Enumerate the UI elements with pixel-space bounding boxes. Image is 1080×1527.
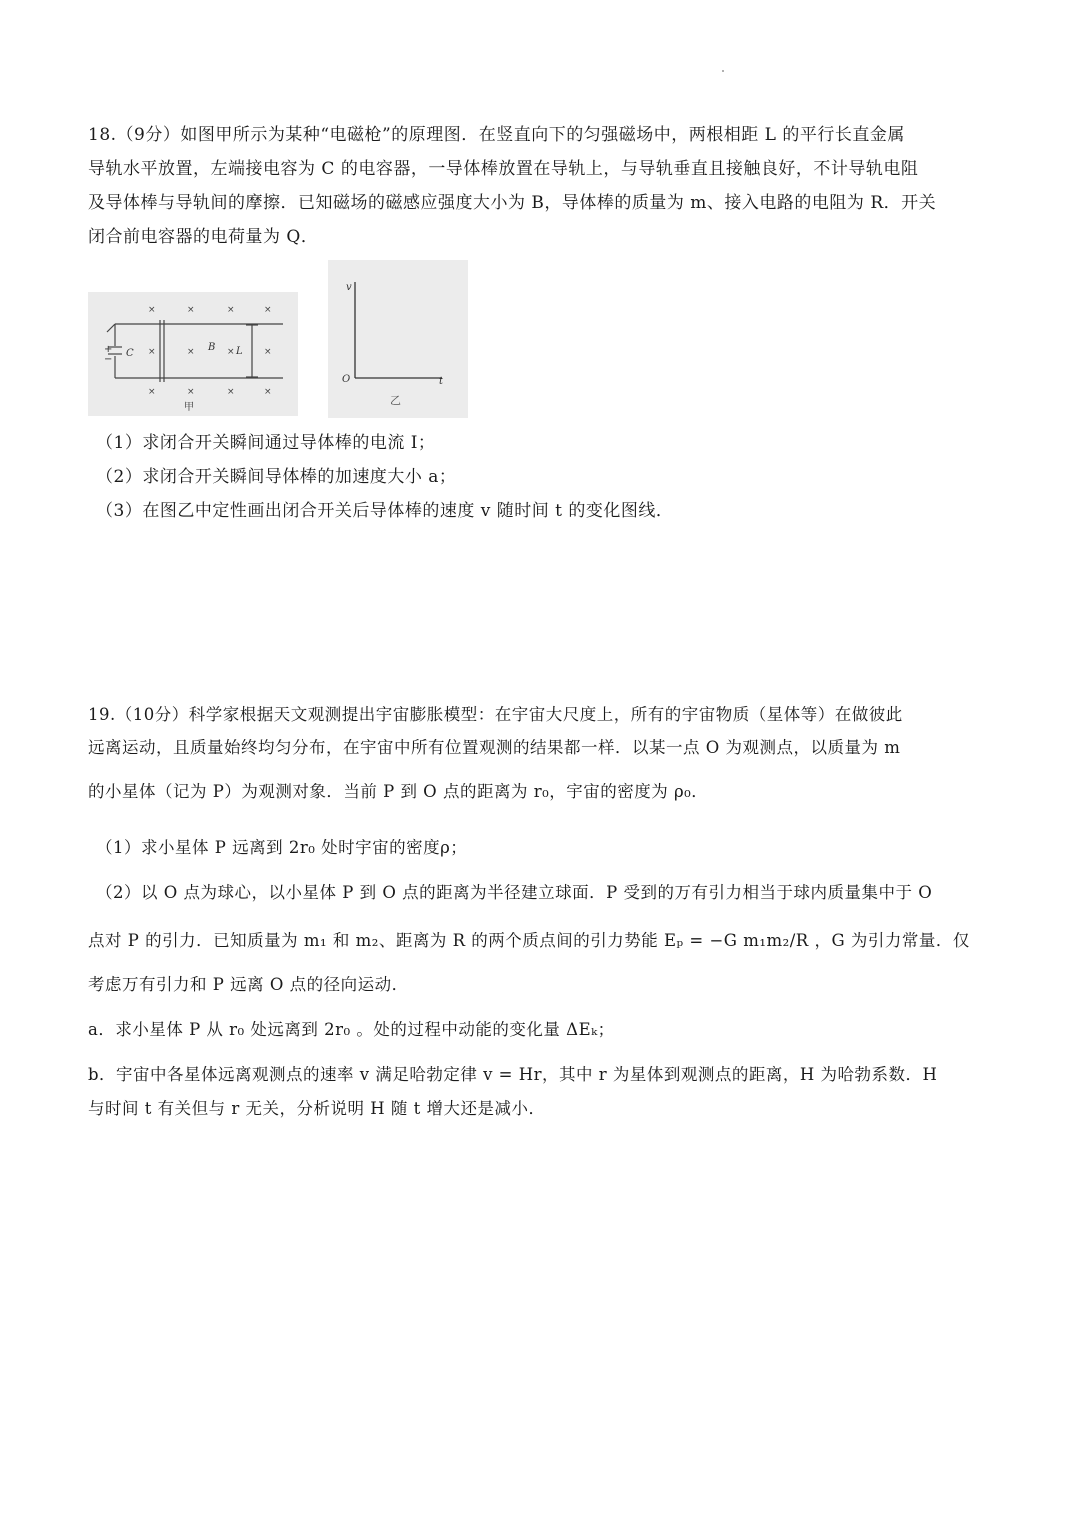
q19-line-2: 远离运动，且质量始终均匀分布，在宇宙中所有位置观测的结果都一样．以某一点 O 为观测点，以质量为 m bbox=[88, 738, 901, 757]
field-x-mark: × bbox=[264, 347, 272, 357]
q19-line-3: 的小星体（记为 P）为观测对象．当前 P 到 O 点的距离为 r₀，宇宙的密度为 ρ₀． bbox=[88, 782, 709, 801]
q19-part-1: （1）求小星体 P 远离到 2r₀ 处时宇宙的密度ρ； bbox=[96, 838, 468, 857]
field-x-mark: × bbox=[264, 387, 272, 397]
field-x-mark: × bbox=[187, 305, 195, 315]
axis-t-label: t bbox=[439, 376, 444, 387]
q19-part-2-line-2: 点对 P 的引力．已知质量为 m₁ 和 m₂、距离为 R 的两个质点间的引力势能 Eₚ = −G m₁m₂/R ，G 为引力常量．仅 bbox=[88, 931, 970, 950]
q19-part-a: a．求小星体 P 从 r₀ 处远离到 2r₀ 。处的过程中动能的变化量 ΔEₖ； bbox=[88, 1020, 615, 1039]
q19-part-2-line-1: （2）以 O 点为球心，以小星体 P 到 O 点的距离为半径建立球面．P 受到的万有引力相当于球内质量集中于 O bbox=[96, 883, 933, 902]
q19-part-b-line-2: 与时间 t 有关但与 r 无关，分析说明 H 随 t 增大还是减小． bbox=[88, 1099, 546, 1118]
q18-part-2: （2）求闭合开关瞬间导体棒的加速度大小 a； bbox=[96, 467, 457, 487]
origin-label: O bbox=[342, 374, 351, 385]
field-x-mark: × bbox=[264, 305, 272, 315]
q18-line-1: 18.（9分）如图甲所示为某种“电磁枪”的原理图．在竖直向下的匀强磁场中，两根相距 L 的平行长直金属 bbox=[88, 125, 905, 145]
figure-jia-caption: 甲 bbox=[184, 402, 194, 413]
field-x-mark: × bbox=[148, 305, 156, 315]
field-x-mark: × bbox=[227, 347, 235, 357]
q19-part-b-line-1: b．宇宙中各星体远离观测点的速率 v 满足哈勃定律 v = Hr，其中 r 为星体到观测点的距离，H 为哈勃系数．H bbox=[88, 1065, 938, 1084]
q18-line-4: 闭合前电容器的电荷量为 Q． bbox=[88, 227, 319, 247]
q19-part-2-line-3: 考虑万有引力和 P 远离 O 点的径向运动． bbox=[88, 975, 409, 994]
figure-jia bbox=[88, 292, 298, 416]
figure-yi-caption: 乙 bbox=[390, 394, 401, 407]
svg-text:−: − bbox=[104, 354, 113, 365]
q18-part-1: （1）求闭合开关瞬间通过导体棒的电流 I； bbox=[96, 433, 436, 453]
field-x-mark: × bbox=[227, 387, 235, 397]
svg-text:+: + bbox=[104, 344, 113, 355]
q19-line-1: 19.（10分）科学家根据天文观测提出宇宙膨胀模型：在宇宙大尺度上，所有的宇宙物质（星体等）在做彼此 bbox=[88, 705, 903, 724]
field-x-mark: × bbox=[187, 387, 195, 397]
axis-v-label: v bbox=[346, 282, 352, 293]
field-x-mark: × bbox=[148, 347, 156, 357]
q18-line-3: 及导体棒与导轨间的摩擦．已知磁场的磁感应强度大小为 B，导体棒的质量为 m、接入电路的电阻为 R．开关 bbox=[88, 193, 937, 213]
figure-yi bbox=[328, 260, 468, 418]
rail-spacing-label: L bbox=[236, 346, 243, 357]
q18-part-3: （3）在图乙中定性画出闭合开关后导体棒的速度 v 随时间 t 的变化图线． bbox=[96, 501, 674, 521]
field-x-mark: × bbox=[187, 347, 195, 357]
q18-line-2: 导轨水平放置，左端接电容为 C 的电容器，一导体棒放置在导轨上，与导轨垂直且接触良好，不计导轨电阻 bbox=[88, 159, 919, 179]
field-x-mark: × bbox=[148, 387, 156, 397]
field-x-mark: × bbox=[227, 305, 235, 315]
capacitor-label: C bbox=[126, 348, 134, 359]
field-label: B bbox=[208, 342, 216, 353]
scan-speck bbox=[722, 70, 724, 72]
